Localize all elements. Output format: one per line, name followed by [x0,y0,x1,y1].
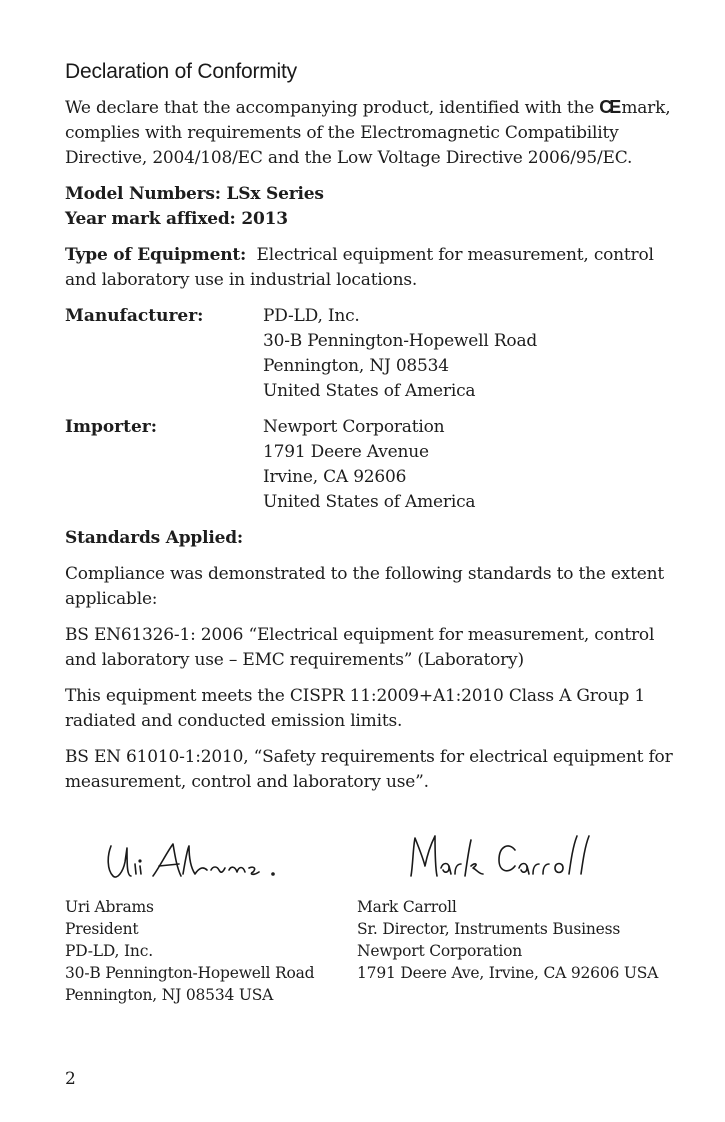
address-line: 1791 Deere Avenue [263,442,429,462]
intro-text-after-mark: mark, complies with requirements of the Electromagnetic Compatibility Directive, 2004/108/EC and the Low Voltage Directive 2006/95/EC. [65,98,671,168]
signer-address: 30-B Pennington-Hopewell Road [65,964,315,982]
model-numbers: Model Numbers: LSx Series [65,184,324,204]
uri-abrams-signature [103,834,283,884]
signers-block [65,896,658,1006]
signer-title: President [65,920,139,938]
signer-company: PD-LD, Inc. [65,942,153,960]
standards-paragraph: BS EN61326-1: 2006 “Electrical equipment for measurement, control and laboratory use – EMC requirements” (Laboratory) [65,625,655,670]
address-line: Irvine, CA 92606 [263,467,407,487]
year-mark: Year mark affixed: 2013 [65,209,288,229]
right-signer [357,896,658,1006]
ce-mark-icon: CE [599,97,619,117]
address-line: United States of America [263,492,476,512]
signer-address: 1791 Deere Ave, Irvine, CA 92606 USA [357,964,659,982]
signer-name: Uri Abrams [65,898,154,916]
intro-text-before-mark: We declare that the accompanying product, identified with the [65,98,595,118]
importer-address [263,415,475,515]
type-of-equipment [65,243,675,293]
signer-name: Mark Carroll [357,898,457,916]
standards-paragraph: Compliance was demonstrated to the following standards to the extent applicable: [65,564,665,609]
address-line: Pennington, NJ 08534 [263,356,449,376]
manufacturer-address [263,304,537,404]
left-signer [65,896,357,1006]
signer-company: Newport Corporation [357,942,523,960]
type-of-equipment-text: Electrical equipment for measurement, control and laboratory use in industrial locations. [65,245,654,290]
standards-paragraph: This equipment meets the CISPR 11:2009+A1:2010 Class A Group 1 radiated and conducted emission limits. [65,686,645,731]
declaration-document [65,60,675,806]
type-of-equipment-label: Type of Equipment: [65,245,247,265]
manufacturer-section [65,304,675,404]
signer-address: Pennington, NJ 08534 USA [65,986,274,1004]
intro-paragraph [65,95,675,171]
page-title: Declaration of Conformity [65,60,297,83]
importer-section [65,415,675,515]
standards-paragraph: BS EN 61010-1:2010, “Safety requirements for electrical equipment for measurement, control and laboratory use”. [65,747,673,792]
signature-area [65,828,685,898]
signer-title: Sr. Director, Instruments Business [357,920,621,938]
address-line: 30-B Pennington-Hopewell Road [263,331,538,351]
address-line: PD-LD, Inc. [263,306,360,326]
manufacturer-label: Manufacturer: [65,306,204,326]
importer-label: Importer: [65,417,158,437]
standards-heading: Standards Applied: [65,528,243,548]
page-number: 2 [65,1069,76,1089]
model-info [65,182,675,232]
mark-carroll-signature [405,828,605,884]
address-line: United States of America [263,381,476,401]
address-line: Newport Corporation [263,417,445,437]
